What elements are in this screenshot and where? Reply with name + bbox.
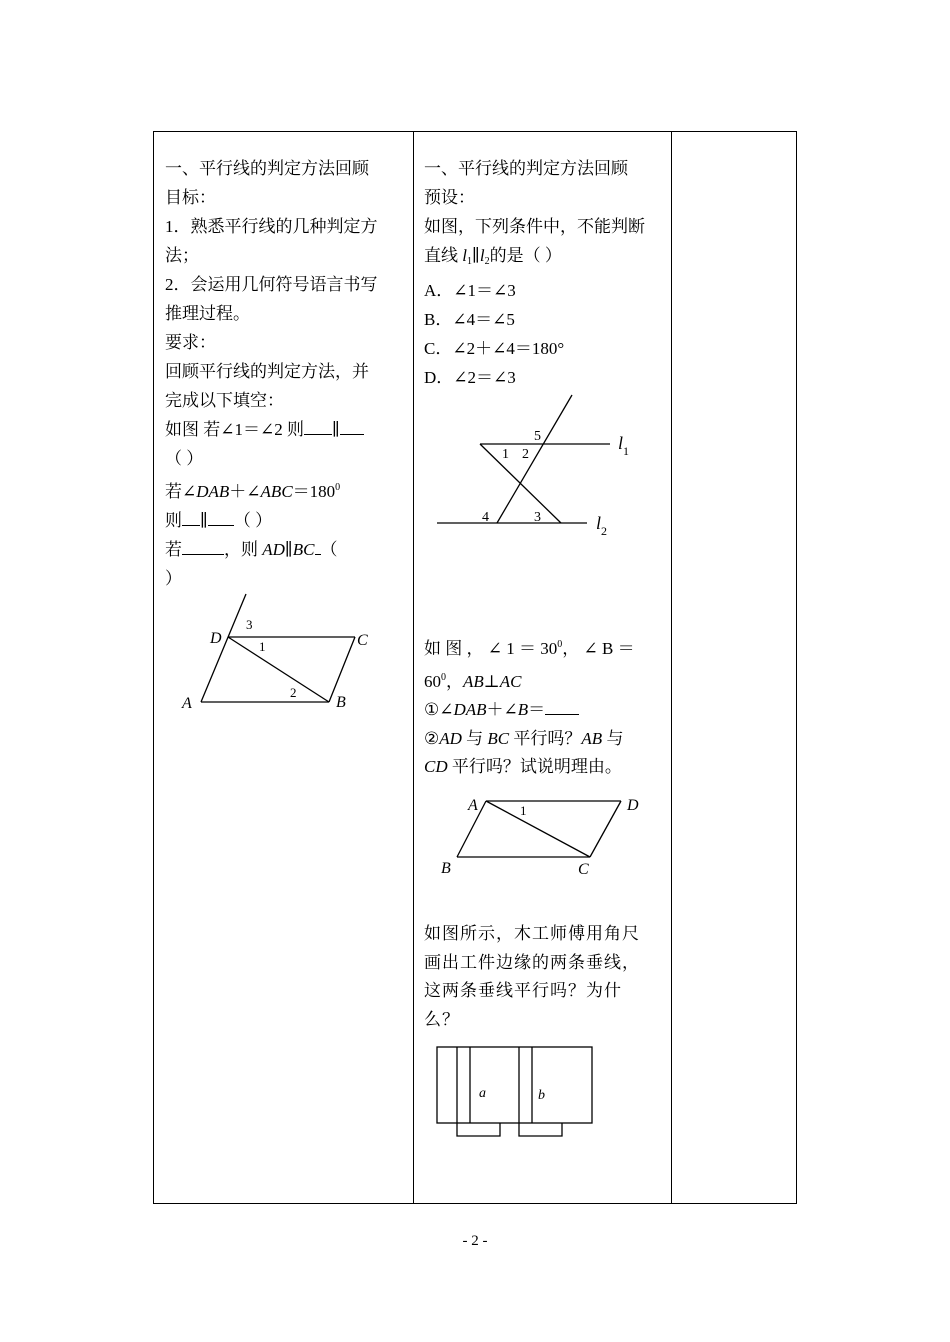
fill-text: ＋∠ [229, 482, 261, 501]
question-text: ＝ [528, 700, 546, 719]
label-l2: $l_2$ [596, 513, 608, 538]
line-l2: l [479, 246, 485, 265]
question-text: 如 图 ， ∠ 1 ＝ 30 [424, 639, 558, 658]
question-text: 与 [602, 728, 624, 748]
parallelogram-figure-middle [457, 801, 621, 857]
label-C: C [578, 861, 589, 878]
fill-text: ，则 [224, 540, 263, 559]
question-text: 与 [461, 728, 488, 748]
square-base-right [519, 1123, 562, 1136]
square-base-left [457, 1123, 500, 1136]
page-number: - 2 - [462, 1233, 488, 1249]
label-l1: $l_1$ [618, 433, 630, 458]
segment-ad-extended [201, 594, 246, 702]
option-a: A．∠1＝∠3 [424, 281, 516, 300]
question-text: 直线 [424, 246, 463, 265]
line-name: AC [499, 671, 522, 691]
label-D: D [210, 630, 222, 647]
question-text: 的是（ ） [489, 246, 562, 265]
question-3-cont: 这两条垂线平行吗？为什 [424, 981, 622, 1000]
goal-2-cont: 推理过程。 [165, 304, 250, 323]
line-name: AB [581, 728, 603, 748]
option-c: C．∠2＋∠4＝180° [424, 339, 565, 358]
label-angle-4: 4 [482, 510, 489, 525]
line-name: BC [487, 728, 510, 748]
line-name: AD [262, 540, 285, 559]
line-name: AD [439, 728, 462, 748]
goal-label: 目标： [165, 188, 216, 207]
option-d: D．∠2＝∠3 [424, 368, 516, 387]
label-angle-1: 1 [259, 639, 266, 654]
label-angle-1: 1 [502, 447, 509, 462]
parallel-symbol: ∥ [200, 511, 208, 530]
angle-name: DAB [453, 700, 487, 719]
line-name: CD [424, 757, 448, 776]
question-text: 平行吗？ [509, 728, 582, 748]
parallel-symbol: ∥ [284, 540, 293, 559]
question-3-cont: 画出工件边缘的两条垂线， [424, 952, 640, 972]
requirement-text: 回顾平行线的判定方法，并 [165, 362, 369, 381]
preset-label: 预设： [424, 188, 475, 207]
degree-sup: 0 [557, 639, 563, 650]
workpiece [437, 1047, 592, 1123]
label-angle-5: 5 [534, 429, 541, 444]
label-angle-1: 1 [520, 803, 527, 818]
question-text: ＋∠ [486, 700, 518, 719]
option-b: B．∠4＝∠5 [424, 310, 515, 329]
question-text: ， [446, 671, 463, 691]
question-3: 如图所示，木工师傅用角尺 [424, 924, 640, 943]
line-name: BC [292, 540, 315, 559]
label-C: C [357, 632, 368, 649]
parallel-symbol: ∥ [332, 420, 340, 439]
question-text: 60 [424, 671, 441, 691]
segment-db [228, 637, 329, 702]
degree-sup: 0 [335, 482, 341, 493]
carpenter-square-figure [437, 1047, 592, 1136]
fill-text: 如图 若∠1＝∠2 则 [165, 420, 304, 439]
segment-bc [329, 637, 355, 702]
label-b: b [538, 1088, 545, 1103]
label-B: B [441, 860, 451, 877]
fill-text: 若 [165, 540, 182, 559]
fill-text: ＝180 [292, 482, 336, 501]
goal-2: 2．会运用几何符号语言书写 [165, 275, 378, 294]
label-B: B [336, 694, 346, 711]
question-1: 如图，下列条件中，不能判断 [424, 217, 645, 236]
parallelogram-figure-left [201, 594, 355, 702]
question-3-cont: 么？ [424, 1009, 460, 1029]
fill-text: 则 [165, 511, 182, 530]
label-angle-2: 2 [290, 685, 297, 700]
fill-line-1-reason: （ ） [165, 449, 204, 468]
angle-name: ABC [260, 482, 293, 501]
requirement-text-cont: 完成以下填空： [165, 391, 284, 410]
reason-paren: （ [320, 540, 338, 559]
segment-dc [590, 801, 621, 857]
left-heading: 一、平行线的判定方法回顾 [165, 159, 369, 178]
angle-name: DAB [196, 482, 230, 501]
transversal-figure-labels [482, 429, 629, 538]
line-name: AB [463, 671, 484, 691]
parallel-symbol: ∥ [471, 246, 480, 265]
subscript: 2 [484, 256, 490, 267]
question-text: ①∠ [424, 700, 454, 719]
line-l1: l [462, 246, 467, 265]
angle-name: B [517, 700, 529, 719]
fill-line-4-close: ） [165, 569, 182, 588]
label-angle-2: 2 [522, 447, 529, 462]
segment-ac [486, 801, 590, 857]
label-angle-3: 3 [534, 510, 541, 525]
question-text: 平行吗？试说明理由。 [447, 757, 622, 776]
perpendicular-symbol: ⊥ [483, 671, 500, 691]
goal-1: 1．熟悉平行线的几种判定方 [165, 217, 378, 236]
left-figure-labels [181, 617, 368, 712]
transversal-b [480, 444, 561, 523]
goal-1-cont: 法； [165, 246, 199, 265]
degree-sup: 0 [441, 671, 446, 683]
carpenter-square-labels [479, 1086, 545, 1103]
label-D: D [627, 797, 639, 814]
subscript: 1 [466, 256, 472, 267]
label-a: a [479, 1086, 486, 1101]
requirement-label: 要求： [165, 333, 216, 352]
parallelogram-middle-labels [441, 797, 639, 878]
label-A: A [182, 695, 192, 712]
question-text: ② [424, 728, 440, 748]
label-angle-3: 3 [246, 617, 253, 632]
middle-heading: 一、平行线的判定方法回顾 [424, 159, 628, 178]
reason-paren: （ ） [233, 511, 273, 530]
fill-text: 若∠ [165, 482, 197, 501]
label-A: A [468, 797, 478, 814]
question-text: ， ∠ B ＝ [562, 639, 635, 658]
